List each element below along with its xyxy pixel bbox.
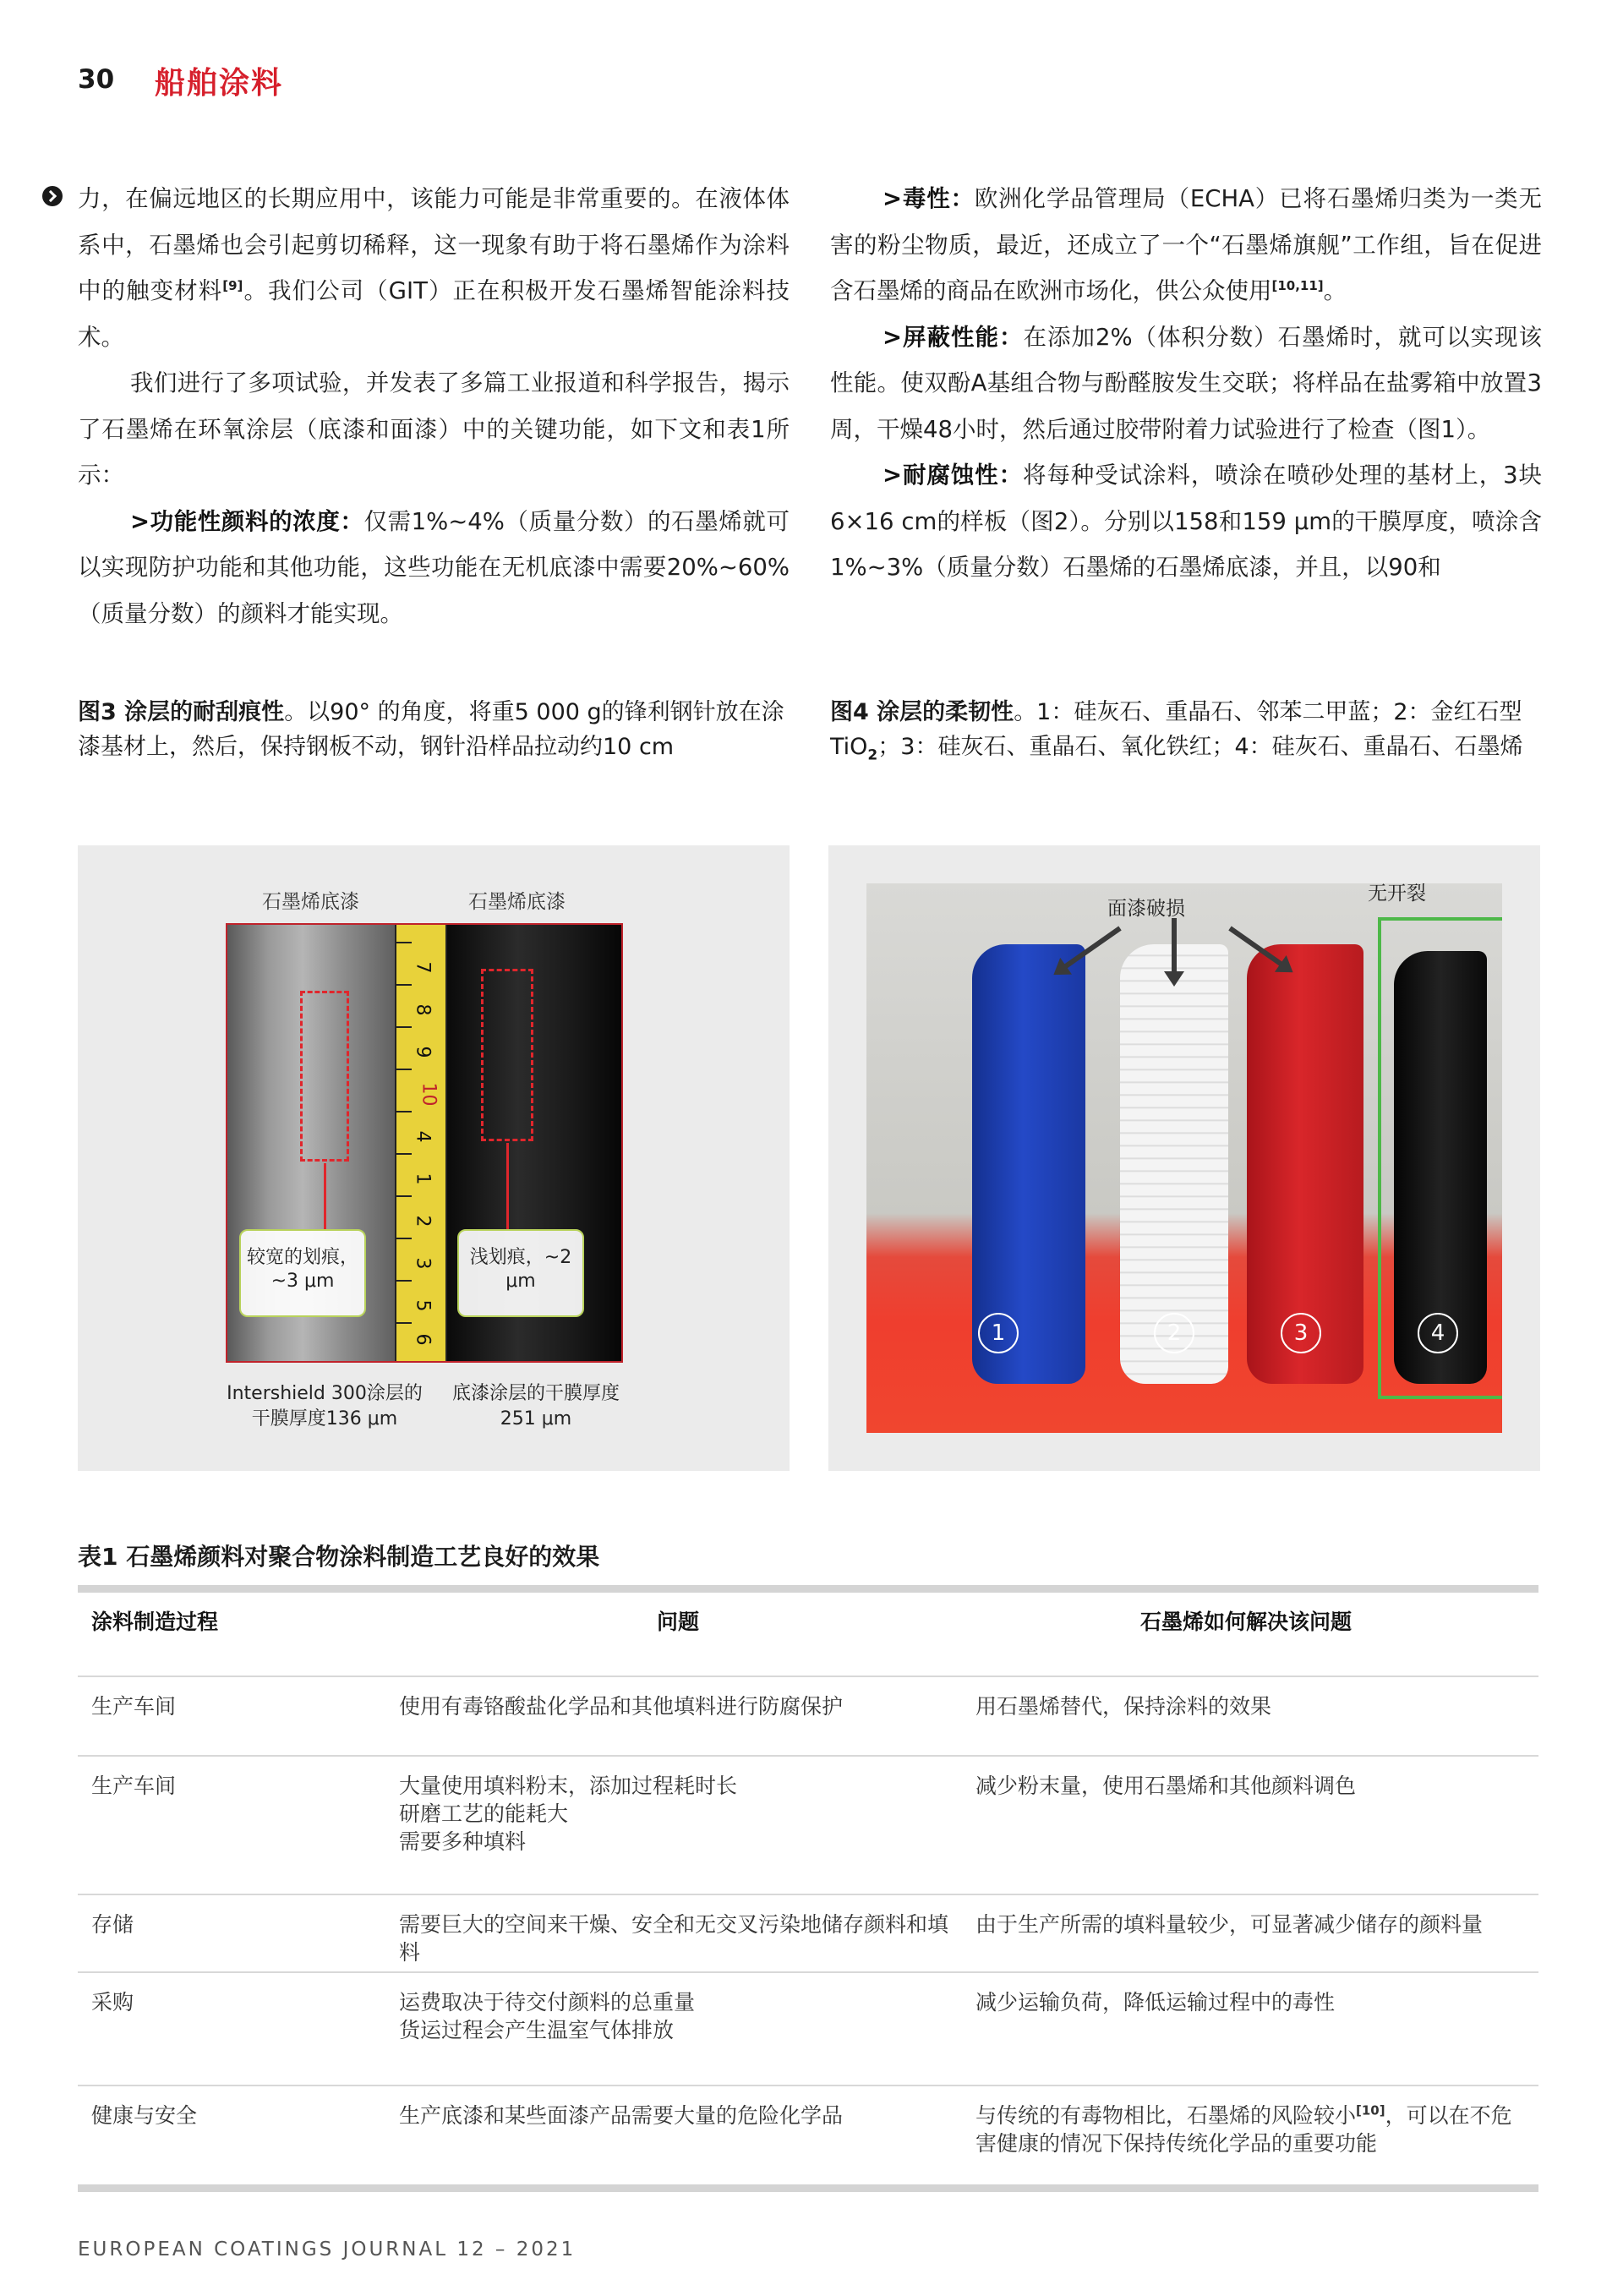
- ruler-number: 2: [412, 1215, 434, 1227]
- sample-number: 2: [1154, 1313, 1194, 1353]
- figure3-caption: 图3 涂层的耐刮痕性。以90° 的角度，将重5 000 g的锋利钢针放在涂漆基材上，然后，保持钢板不动，钢针沿样品拉动约10 cm: [78, 699, 784, 760]
- paragraph: >屏蔽性能：在添加2%（体积分数）石墨烯时，就可以实现该性能。使双酚A基组合物与酚醛胺发生交联；将样品在盐雾箱中放置3周，干燥48小时，然后通过胶带附着力试验进行了检查（图1）。: [830, 323, 1543, 443]
- figure3-label-right: 石墨烯底漆: [468, 891, 566, 913]
- table-row: [78, 1677, 1538, 1757]
- ruler-number: 3: [412, 1257, 434, 1270]
- paragraph: 我们进行了多项试验，并发表了多篇工业报道和科学报告，揭示了石墨烯在环氧涂层（底漆和面漆）中的关键功能，如下文和表1所示：: [78, 369, 790, 489]
- table-cell: 减少粉末量，使用石墨烯和其他颜料调色: [975, 1774, 1357, 1798]
- table-cell: 使用有毒铬酸盐化学品和其他填料进行防腐保护: [399, 1694, 844, 1719]
- paragraph: >毒性：欧洲化学品管理局（ECHA）已将石墨烯归类为一类无害的粉尘物质，最近，还成立了一个“石墨烯旗舰”工作组，旨在促进含石墨烯的商品在欧洲市场化，供公众使用[10,11]。: [830, 185, 1542, 304]
- table-row: [78, 2086, 1538, 2184]
- paragraph: 力，在偏远地区的长期应用中，该能力可能是非常重要的。在液体体系中，石墨烯也会引起剪切稀释，这一现象有助于将石墨烯作为涂料中的触变材料[9]。我们公司（GIT）正在积极开发石墨烯智能涂料技术。: [78, 185, 790, 351]
- table-row: [78, 1757, 1538, 1895]
- label-coating-damage: 面漆破损: [1107, 898, 1185, 920]
- table-cell: 需要巨大的空间来干燥、安全和无交叉污染地储存颜料和填料: [399, 1912, 949, 1965]
- ruler-number: 5: [412, 1299, 434, 1312]
- table-cell: 健康与安全: [91, 2103, 198, 2128]
- left-column: [78, 176, 790, 637]
- reference: [9]: [222, 277, 243, 293]
- table-cell: 生产车间: [91, 1694, 177, 1719]
- table-cell: 存储: [91, 1912, 134, 1937]
- column-header: 涂料制造过程: [91, 1610, 219, 1634]
- sample-number: 4: [1418, 1313, 1458, 1353]
- scratch-highlight-right: [481, 969, 533, 1141]
- table-row: [78, 1973, 1538, 2086]
- journal-footer: EUROPEAN COATINGS JOURNAL 12 – 2021: [78, 2239, 577, 2260]
- reference: [10,11]: [1271, 277, 1324, 293]
- figure4-caption: 图4 涂层的柔韧性。1：硅灰石、重晶石、邻苯二甲蓝；2：金红石型TiO$_2$；3：硅灰石、重晶石、氧化铁红；4：硅灰石、重晶石、石墨烯: [830, 699, 1523, 764]
- table-cell: 与传统的有毒物相比，石墨烯的风险较小[10]，可以在不危害健康的情况下保持传统化学品的重要功能: [975, 2102, 1512, 2156]
- reference: [10]: [1356, 2102, 1385, 2118]
- column-header: 石墨烯如何解决该问题: [1139, 1610, 1352, 1634]
- table-cell: 用石墨烯替代，保持涂料的效果: [975, 1694, 1272, 1719]
- page-number: 30: [78, 64, 115, 95]
- table-cell: 运费取决于待交付颜料的总重量 货运过程会产生温室气体排放: [399, 1990, 696, 2042]
- figure3-note-right: 底漆涂层的干膜厚度251 μm: [451, 1383, 620, 1430]
- figure3-label-left: 石墨烯底漆: [262, 891, 359, 913]
- table-cell: 由于生产所需的填料量较少，可显著减少储存的颜料量: [975, 1912, 1484, 1937]
- sample-number: 3: [1281, 1313, 1321, 1353]
- ruler-number: 1: [412, 1173, 434, 1185]
- table-cell: 采购: [91, 1990, 134, 2014]
- callout-wide-scratch: 较宽的划痕，~3 μm: [239, 1229, 366, 1317]
- column-header: 问题: [656, 1610, 699, 1634]
- paragraph: >耐腐蚀性：将每种受试涂料，喷涂在喷砂处理的基材上，3块6×16 cm的样板（图2）。分别以158和159 μm的干膜厚度，喷涂含1%~3%（质量分数）石墨烯的石墨烯底漆，并且，以90和: [830, 462, 1542, 581]
- callout-shallow-scratch: 浅划痕，~2 μm: [457, 1229, 584, 1317]
- scratch-test-photo: [226, 923, 623, 1363]
- figure3-note-left: Intershield 300涂层的干膜厚度136 μm: [227, 1383, 423, 1430]
- figure3: [78, 845, 790, 1471]
- label-no-crack: 无开裂: [1368, 883, 1426, 905]
- table-cell: 减少运输负荷，降低运输过程中的毒性: [975, 1990, 1336, 2014]
- ruler-number: 8: [412, 1003, 434, 1016]
- table-cell: 生产车间: [91, 1774, 177, 1798]
- figure4: [828, 845, 1540, 1471]
- table-title: 表1 石墨烯颜料对聚合物涂料制造工艺良好的效果: [78, 1543, 600, 1571]
- ruler-number: 4: [412, 1130, 434, 1143]
- ruler-number: 9: [412, 1046, 434, 1058]
- section-title: 船舶涂料: [155, 66, 284, 101]
- arrow-icon: [1172, 918, 1177, 981]
- table-cell: 生产底漆和某些面漆产品需要大量的危险化学品: [399, 2103, 844, 2128]
- arrow-icon: [324, 1163, 326, 1231]
- paragraph: >功能性颜料的浓度：仅需1%~4%（质量分数）的石墨烯就可以实现防护功能和其他功能，这些功能在无机底漆中需要20%~60%（质量分数）的颜料才能实现。: [78, 507, 790, 627]
- scratch-highlight-left: [300, 991, 349, 1162]
- sample-number: 1: [978, 1313, 1019, 1353]
- arrow-icon: [506, 1143, 509, 1231]
- ruler-number: 6: [412, 1333, 434, 1346]
- ruler-number: 10: [418, 1082, 440, 1107]
- continuation-arrow-icon: [42, 186, 63, 206]
- effects-table: [78, 1585, 1538, 2192]
- table-row: [78, 1895, 1538, 1973]
- ruler: [395, 925, 447, 1361]
- right-column: [830, 176, 1542, 591]
- table-header-row: [78, 1593, 1538, 1677]
- table-cell: 大量使用填料粉末，添加过程耗时长 研磨工艺的能耗大 需要多种填料: [399, 1774, 738, 1854]
- bend-test-photo: [866, 883, 1502, 1433]
- ruler-number: 7: [412, 961, 434, 974]
